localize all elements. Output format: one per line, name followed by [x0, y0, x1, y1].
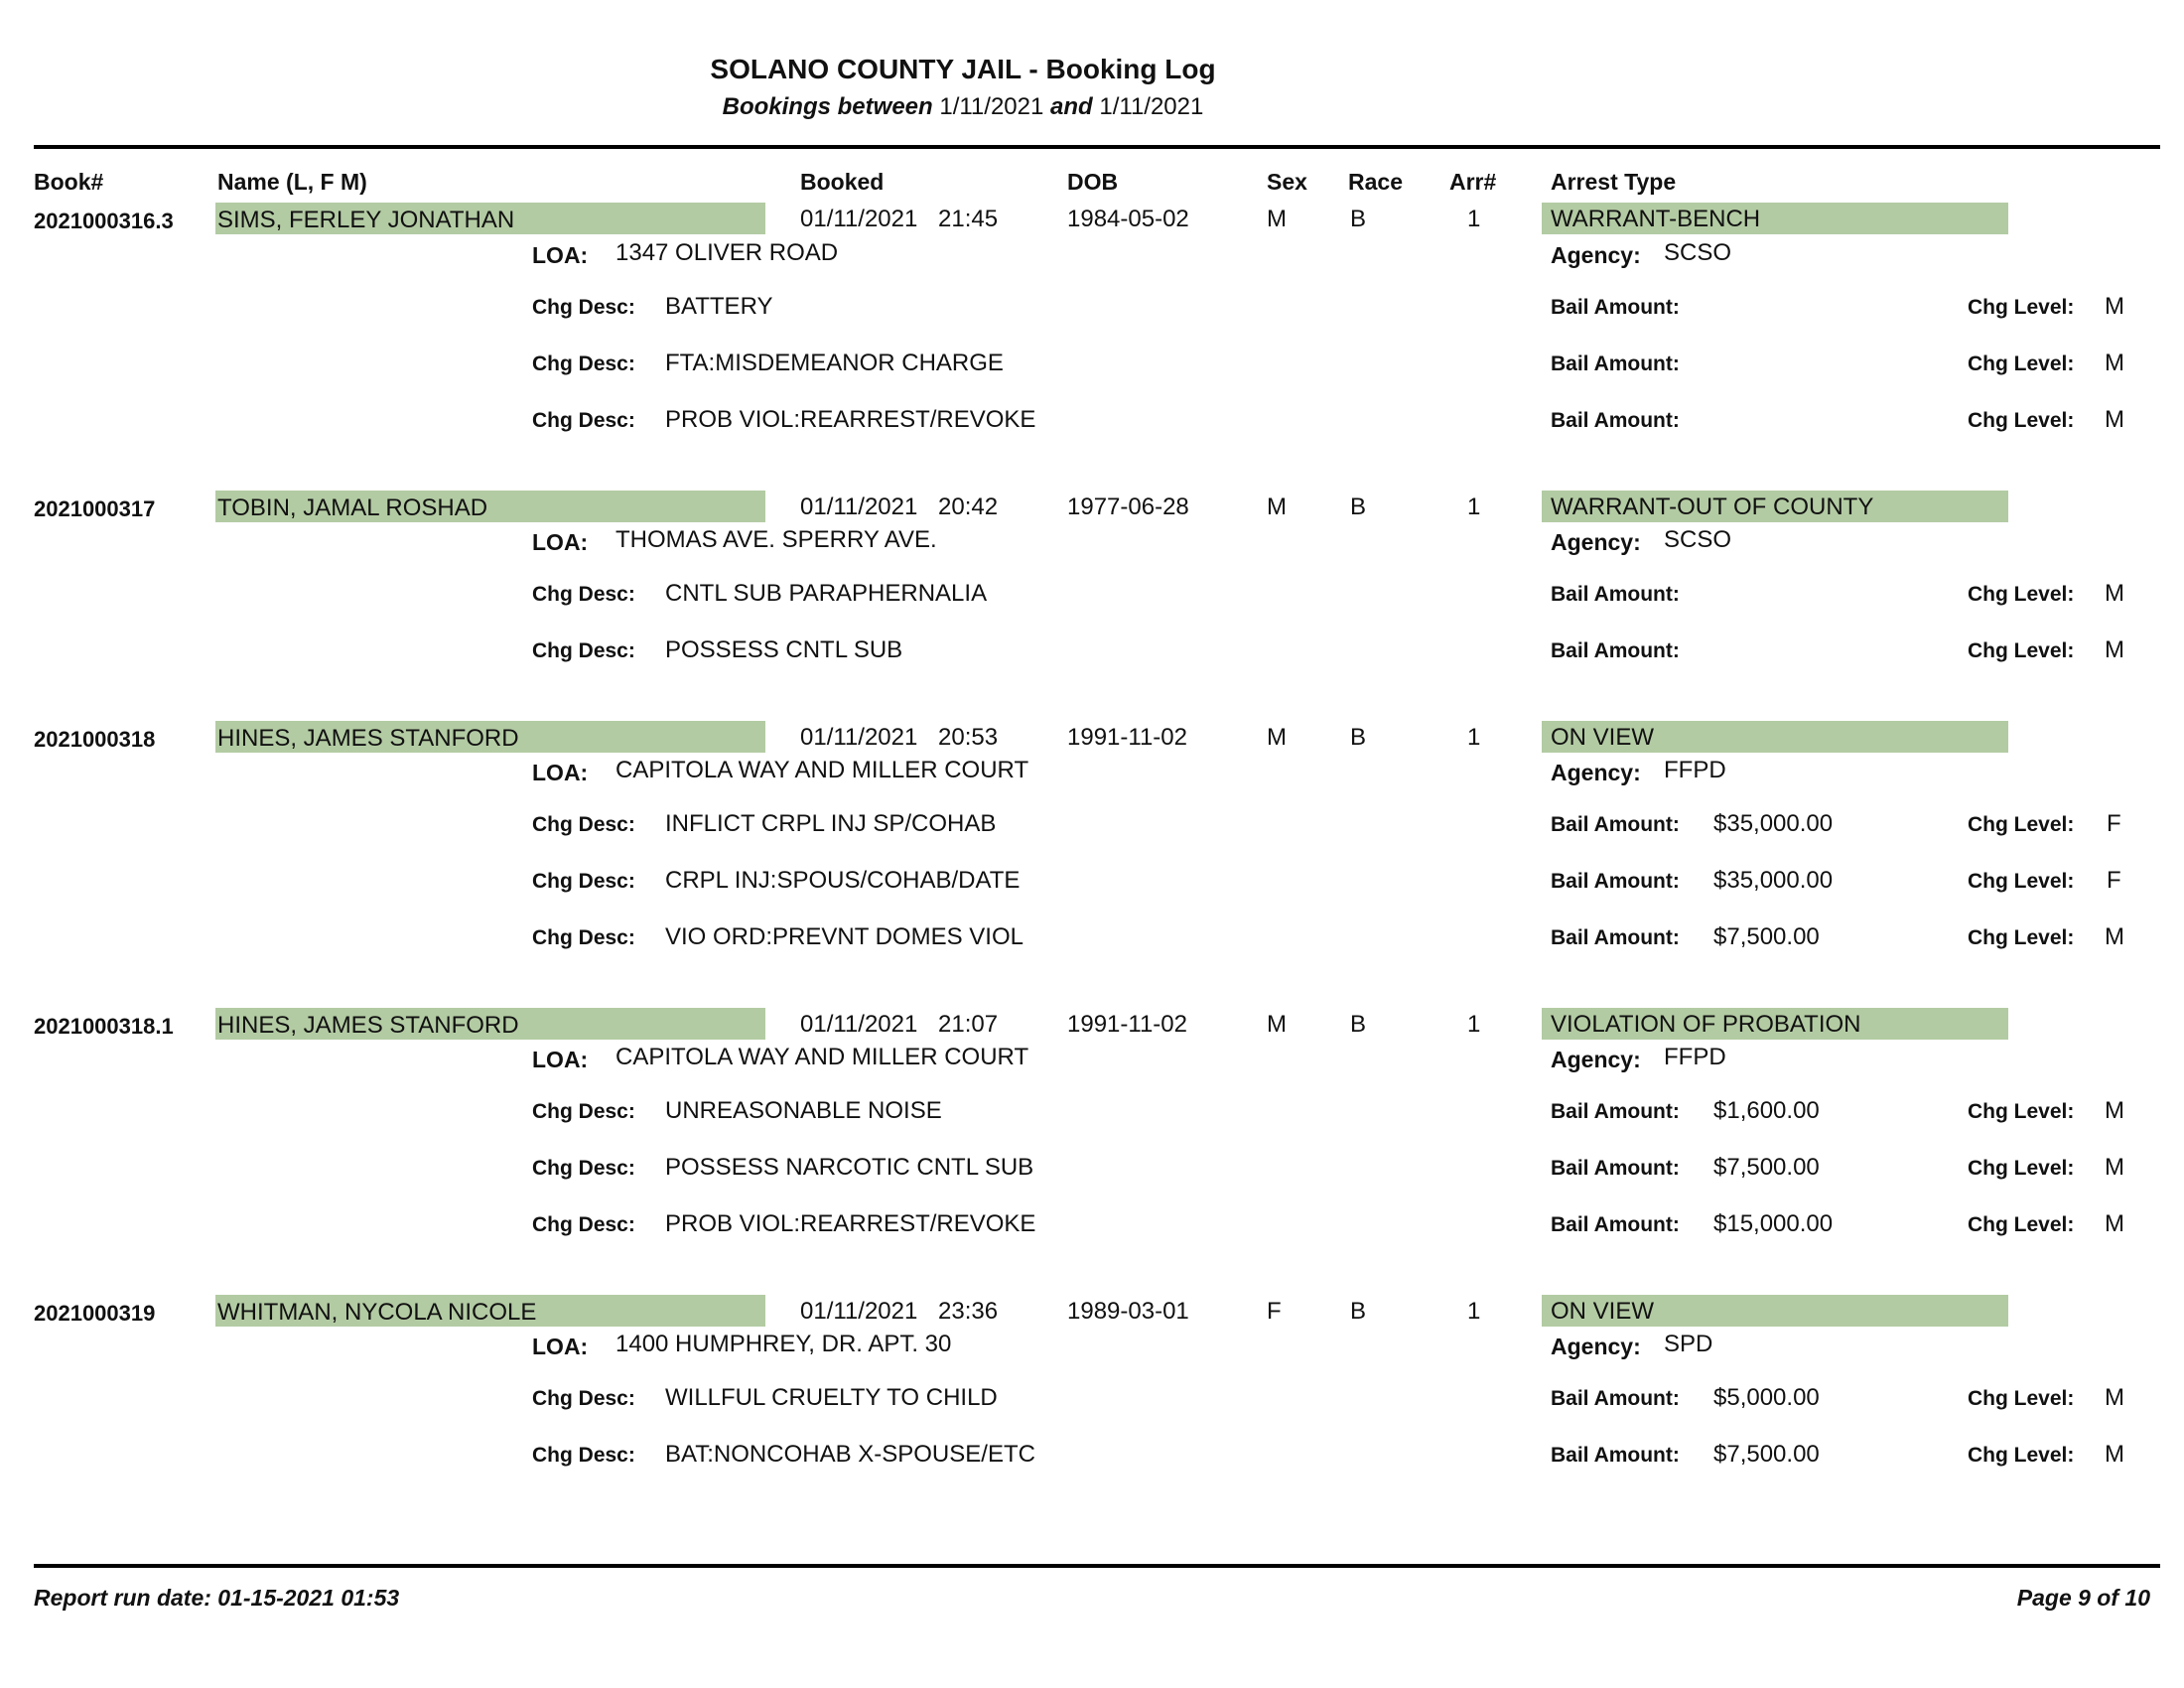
date-from: 1/11/2021	[939, 93, 1044, 120]
inmate-name: WHITMAN, NYCOLA NICOLE	[217, 1299, 537, 1326]
booked-date: 01/11/2021	[800, 206, 918, 232]
arr-count: 1	[1467, 206, 1481, 232]
loa-value: 1347 OLIVER ROAD	[615, 239, 839, 266]
agency-value: SCSO	[1664, 526, 1732, 553]
chg-desc-label: Chg Desc:	[532, 1213, 635, 1236]
agency-value: SPD	[1664, 1331, 1713, 1357]
agency-value: SCSO	[1664, 239, 1732, 266]
chg-desc-label: Chg Desc:	[532, 639, 635, 662]
chg-level-label: Chg Level:	[1968, 409, 2075, 432]
chg-level-label: Chg Level:	[1968, 813, 2075, 836]
loa-value: 1400 HUMPHREY, DR. APT. 30	[615, 1331, 952, 1357]
agency-label: Agency:	[1551, 760, 1641, 785]
chg-level-label: Chg Level:	[1968, 1387, 2075, 1410]
bail-amount-label: Bail Amount:	[1551, 296, 1680, 319]
bail-amount-value: $35,000.00	[1713, 867, 1834, 894]
bail-amount-value: $7,500.00	[1713, 923, 1820, 950]
book-number: 2021000317	[34, 496, 156, 521]
agency-label: Agency:	[1551, 529, 1641, 555]
race: B	[1350, 724, 1367, 751]
loa-value: CAPITOLA WAY AND MILLER COURT	[615, 757, 1029, 783]
chg-desc-value: POSSESS CNTL SUB	[665, 636, 903, 663]
bail-amount-label: Bail Amount:	[1551, 870, 1680, 893]
booked-time: 20:42	[938, 493, 999, 520]
booked-time: 21:07	[938, 1011, 999, 1038]
chg-level-value: M	[2105, 1097, 2124, 1124]
chg-desc-value: UNREASONABLE NOISE	[665, 1097, 942, 1124]
subtitle-and: and	[1050, 93, 1093, 120]
arr-count: 1	[1467, 1011, 1481, 1038]
chg-level-label: Chg Level:	[1968, 1213, 2075, 1236]
col-header-race: Race	[1348, 169, 1403, 195]
date-to: 1/11/2021	[1099, 93, 1204, 120]
chg-level-value: M	[2105, 1210, 2124, 1237]
arr-count: 1	[1467, 724, 1481, 751]
arrest-type: VIOLATION OF PROBATION	[1551, 1011, 1861, 1038]
loa-label: LOA:	[532, 760, 589, 785]
agency-value: FFPD	[1664, 757, 1726, 783]
col-header-arr: Arr#	[1449, 169, 1497, 195]
chg-desc-value: POSSESS NARCOTIC CNTL SUB	[665, 1154, 1034, 1181]
chg-level-label: Chg Level:	[1968, 352, 2075, 375]
chg-level-label: Chg Level:	[1968, 870, 2075, 893]
chg-level-label: Chg Level:	[1968, 296, 2075, 319]
booked-date: 01/11/2021	[800, 724, 918, 751]
booked-date: 01/11/2021	[800, 493, 918, 520]
page-number: Page 9 of 10	[2016, 1585, 2150, 1611]
race: B	[1350, 493, 1367, 520]
agency-value: FFPD	[1664, 1044, 1726, 1070]
sex: F	[1267, 1298, 1282, 1325]
book-number: 2021000318.1	[34, 1014, 174, 1039]
subtitle-prefix: Bookings between	[722, 93, 933, 120]
loa-label: LOA:	[532, 529, 589, 555]
run-date-label: Report run date:	[34, 1585, 211, 1611]
bail-amount-label: Bail Amount:	[1551, 409, 1680, 432]
chg-desc-label: Chg Desc:	[532, 1100, 635, 1123]
chg-desc-label: Chg Desc:	[532, 926, 635, 949]
chg-level-value: F	[2107, 867, 2121, 894]
top-divider	[34, 145, 2160, 149]
col-header-book: Book#	[34, 169, 104, 195]
col-header-name: Name (L, F M)	[217, 169, 367, 195]
chg-desc-label: Chg Desc:	[532, 583, 635, 606]
chg-level-label: Chg Level:	[1968, 1157, 2075, 1180]
chg-desc-value: BAT:NONCOHAB X-SPOUSE/ETC	[665, 1441, 1035, 1468]
bail-amount-label: Bail Amount:	[1551, 1157, 1680, 1180]
chg-level-label: Chg Level:	[1968, 639, 2075, 662]
chg-level-label: Chg Level:	[1968, 1100, 2075, 1123]
bail-amount-label: Bail Amount:	[1551, 926, 1680, 949]
sex: M	[1267, 1011, 1287, 1038]
loa-label: LOA:	[532, 1334, 589, 1359]
book-number: 2021000319	[34, 1301, 156, 1326]
sex: M	[1267, 493, 1287, 520]
col-header-dob: DOB	[1067, 169, 1119, 195]
chg-level-value: M	[2105, 1441, 2124, 1468]
booked-time: 21:45	[938, 206, 999, 232]
chg-desc-label: Chg Desc:	[532, 296, 635, 319]
race: B	[1350, 206, 1367, 232]
inmate-name: SIMS, FERLEY JONATHAN	[217, 207, 515, 233]
chg-level-value: F	[2107, 810, 2121, 837]
chg-desc-label: Chg Desc:	[532, 409, 635, 432]
bail-amount-value: $5,000.00	[1713, 1384, 1820, 1411]
arrest-type: ON VIEW	[1551, 724, 1655, 751]
chg-desc-label: Chg Desc:	[532, 352, 635, 375]
arrest-type: WARRANT-BENCH	[1551, 206, 1761, 232]
loa-value: CAPITOLA WAY AND MILLER COURT	[615, 1044, 1029, 1070]
agency-label: Agency:	[1551, 242, 1641, 268]
chg-desc-value: CNTL SUB PARAPHERNALIA	[665, 580, 988, 607]
arrest-type: WARRANT-OUT OF COUNTY	[1551, 493, 1874, 520]
chg-level-value: M	[2105, 636, 2124, 663]
dob: 1991-11-02	[1067, 724, 1187, 751]
chg-desc-value: PROB VIOL:REARREST/REVOKE	[665, 406, 1036, 433]
arr-count: 1	[1467, 1298, 1481, 1325]
chg-desc-label: Chg Desc:	[532, 1444, 635, 1467]
chg-level-label: Chg Level:	[1968, 1444, 2075, 1467]
book-number: 2021000318	[34, 727, 156, 752]
col-header-booked: Booked	[800, 169, 885, 195]
booked-date: 01/11/2021	[800, 1011, 918, 1038]
race: B	[1350, 1011, 1367, 1038]
race: B	[1350, 1298, 1367, 1325]
bail-amount-value: $7,500.00	[1713, 1154, 1820, 1181]
bail-amount-label: Bail Amount:	[1551, 352, 1680, 375]
sex: M	[1267, 206, 1287, 232]
bail-amount-label: Bail Amount:	[1551, 1213, 1680, 1236]
col-header-arrest-type: Arrest Type	[1551, 169, 1677, 195]
bail-amount-value: $1,600.00	[1713, 1097, 1820, 1124]
report-run-date	[34, 1585, 399, 1612]
book-number: 2021000316.3	[34, 209, 174, 233]
report-subtitle	[0, 93, 1926, 121]
chg-desc-value: BATTERY	[665, 293, 773, 320]
inmate-name: HINES, JAMES STANFORD	[217, 1012, 519, 1039]
chg-level-value: M	[2105, 293, 2124, 320]
bail-amount-value: $35,000.00	[1713, 810, 1834, 837]
chg-level-value: M	[2105, 923, 2124, 950]
loa-label: LOA:	[532, 1047, 589, 1072]
booked-date: 01/11/2021	[800, 1298, 918, 1325]
chg-desc-value: CRPL INJ:SPOUS/COHAB/DATE	[665, 867, 1021, 894]
chg-desc-value: FTA:MISDEMEANOR CHARGE	[665, 350, 1004, 376]
dob: 1989-03-01	[1067, 1298, 1189, 1325]
bail-amount-value: $15,000.00	[1713, 1210, 1834, 1237]
run-date-value: 01-15-2021 01:53	[217, 1585, 400, 1611]
inmate-name: TOBIN, JAMAL ROSHAD	[217, 494, 488, 521]
chg-desc-label: Chg Desc:	[532, 1387, 635, 1410]
arr-count: 1	[1467, 493, 1481, 520]
report-title: SOLANO COUNTY JAIL - Booking Log	[710, 54, 1216, 84]
loa-value: THOMAS AVE. SPERRY AVE.	[615, 526, 937, 553]
loa-label: LOA:	[532, 242, 589, 268]
bail-amount-value: $7,500.00	[1713, 1441, 1820, 1468]
chg-desc-label: Chg Desc:	[532, 813, 635, 836]
bail-amount-label: Bail Amount:	[1551, 1444, 1680, 1467]
chg-level-value: M	[2105, 1384, 2124, 1411]
inmate-name: HINES, JAMES STANFORD	[217, 725, 519, 752]
bail-amount-label: Bail Amount:	[1551, 639, 1680, 662]
chg-level-value: M	[2105, 1154, 2124, 1181]
dob: 1984-05-02	[1067, 206, 1189, 232]
chg-level-label: Chg Level:	[1968, 583, 2075, 606]
chg-desc-label: Chg Desc:	[532, 1157, 635, 1180]
bail-amount-label: Bail Amount:	[1551, 583, 1680, 606]
chg-desc-value: PROB VIOL:REARREST/REVOKE	[665, 1210, 1036, 1237]
chg-level-value: M	[2105, 350, 2124, 376]
bottom-divider	[34, 1564, 2160, 1568]
chg-level-value: M	[2105, 406, 2124, 433]
arrest-type: ON VIEW	[1551, 1298, 1655, 1325]
dob: 1977-06-28	[1067, 493, 1189, 520]
col-header-sex: Sex	[1267, 169, 1307, 195]
dob: 1991-11-02	[1067, 1011, 1187, 1038]
booked-time: 23:36	[938, 1298, 999, 1325]
chg-desc-label: Chg Desc:	[532, 870, 635, 893]
bail-amount-label: Bail Amount:	[1551, 1387, 1680, 1410]
bail-amount-label: Bail Amount:	[1551, 1100, 1680, 1123]
chg-level-label: Chg Level:	[1968, 926, 2075, 949]
chg-desc-value: WILLFUL CRUELTY TO CHILD	[665, 1384, 998, 1411]
chg-desc-value: INFLICT CRPL INJ SP/COHAB	[665, 810, 997, 837]
agency-label: Agency:	[1551, 1334, 1641, 1359]
chg-desc-value: VIO ORD:PREVNT DOMES VIOL	[665, 923, 1024, 950]
bail-amount-label: Bail Amount:	[1551, 813, 1680, 836]
sex: M	[1267, 724, 1287, 751]
booked-time: 20:53	[938, 724, 999, 751]
chg-level-value: M	[2105, 580, 2124, 607]
agency-label: Agency:	[1551, 1047, 1641, 1072]
